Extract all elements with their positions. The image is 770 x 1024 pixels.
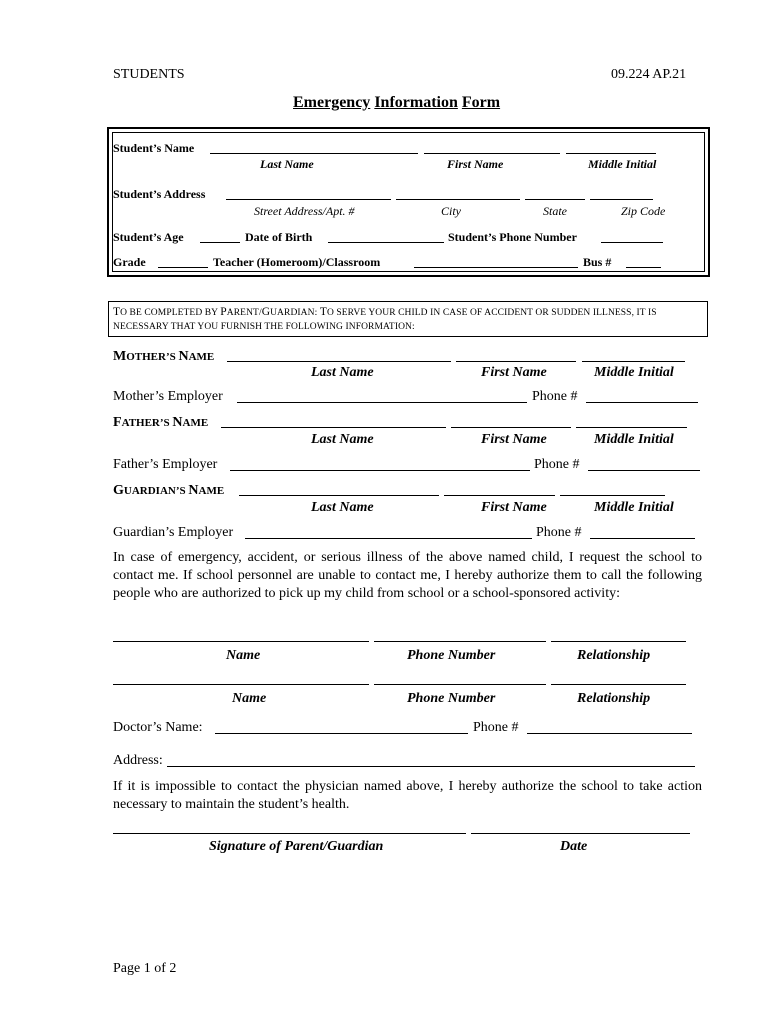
contact2-name-field[interactable] — [113, 684, 369, 685]
guardian-phone-label: Phone # — [536, 525, 582, 540]
contact2-relationship-caption: Relationship — [577, 691, 651, 706]
guardian-middle-initial-caption: Middle Initial — [594, 500, 674, 515]
zip-code-caption: Zip Code — [621, 204, 666, 218]
father-employer-field[interactable] — [230, 470, 530, 471]
date-of-birth-label: Date of Birth — [245, 230, 313, 244]
date-of-birth-field[interactable] — [328, 242, 444, 243]
guardian-first-name-caption: First Name — [481, 500, 547, 515]
zip-code-field[interactable] — [590, 199, 653, 200]
guardian-middle-initial-field[interactable] — [560, 495, 665, 496]
mother-middle-initial-field[interactable] — [582, 361, 685, 362]
document-code: 09.224 AP.21 — [611, 67, 687, 82]
authorization-paragraph: In case of emergency, accident, or serious illness of the above named child, I request the school to contact me. If school personnel are unable to contact me, I hereby authorize them to call the following people who are authorized to pick up my child from school or a school-sponsored activity: — [113, 550, 702, 601]
contact2-name-caption: Name — [232, 691, 267, 706]
notice-line-2: NECESSARY THAT YOU FURNISH THE FOLLOWING INFORMATION: — [113, 322, 415, 332]
teacher-label: Teacher (Homeroom)/Classroom — [213, 255, 381, 269]
student-last-name-field[interactable] — [210, 153, 418, 154]
bus-label: Bus # — [583, 255, 612, 269]
document-category: STUDENTS — [113, 67, 185, 82]
student-first-name-field[interactable] — [424, 153, 560, 154]
doctor-name-field[interactable] — [215, 733, 468, 734]
contact2-relationship-field[interactable] — [551, 684, 686, 685]
state-field[interactable] — [525, 199, 585, 200]
student-phone-field[interactable] — [601, 242, 663, 243]
street-address-field[interactable] — [226, 199, 391, 200]
contact1-relationship-field[interactable] — [551, 641, 686, 642]
student-age-label: Student’s Age — [113, 230, 184, 244]
mother-first-name-field[interactable] — [456, 361, 576, 362]
guardian-name-label: GUARDIAN’S NAME — [113, 483, 225, 498]
street-address-caption: Street Address/Apt. # — [254, 204, 355, 218]
notice-line-1: TO BE COMPLETED BY PARENT/GUARDIAN: TO SERVE YOUR CHILD IN CASE OF ACCIDENT OR SUDDEN ILLNESS, IT IS — [113, 306, 657, 318]
student-phone-label: Student’s Phone Number — [448, 230, 577, 244]
mother-name-label: MOTHER’S NAME — [113, 349, 215, 364]
city-field[interactable] — [396, 199, 520, 200]
contact1-name-field[interactable] — [113, 641, 369, 642]
father-last-name-field[interactable] — [221, 427, 446, 428]
mother-employer-field[interactable] — [237, 402, 527, 403]
page-number: Page 1 of 2 — [113, 961, 177, 976]
form-title: Emergency Information Form — [293, 94, 501, 111]
guardian-phone-field[interactable] — [590, 538, 695, 539]
contact2-phone-field[interactable] — [374, 684, 546, 685]
city-caption: City — [441, 204, 461, 218]
mother-phone-label: Phone # — [532, 389, 578, 404]
student-last-name-caption: Last Name — [260, 157, 314, 171]
father-employer-label: Father’s Employer — [113, 457, 218, 472]
date-field[interactable] — [471, 833, 690, 834]
doctor-name-label: Doctor’s Name: — [113, 720, 203, 735]
father-phone-field[interactable] — [588, 470, 700, 471]
grade-label: Grade — [113, 255, 146, 269]
student-info-box — [107, 127, 710, 277]
student-middle-initial-field[interactable] — [566, 153, 656, 154]
doctor-address-field[interactable] — [167, 766, 695, 767]
guardian-last-name-caption: Last Name — [311, 500, 374, 515]
father-first-name-caption: First Name — [481, 432, 547, 447]
state-caption: State — [543, 204, 567, 218]
student-age-field[interactable] — [200, 242, 240, 243]
mother-last-name-caption: Last Name — [311, 365, 374, 380]
father-phone-label: Phone # — [534, 457, 580, 472]
student-address-label: Student’s Address — [113, 187, 206, 201]
mother-last-name-field[interactable] — [227, 361, 451, 362]
date-caption: Date — [560, 839, 588, 854]
guardian-first-name-field[interactable] — [444, 495, 555, 496]
doctor-address-label: Address: — [113, 753, 163, 768]
contact1-name-caption: Name — [226, 648, 261, 663]
signature-caption: Signature of Parent/Guardian — [209, 839, 384, 854]
contact1-relationship-caption: Relationship — [577, 648, 651, 663]
contact2-phone-caption: Phone Number — [407, 691, 496, 706]
mother-first-name-caption: First Name — [481, 365, 547, 380]
father-last-name-caption: Last Name — [311, 432, 374, 447]
student-name-label: Student’s Name — [113, 141, 195, 155]
bus-field[interactable] — [626, 267, 661, 268]
mother-middle-initial-caption: Middle Initial — [594, 365, 674, 380]
guardian-last-name-field[interactable] — [239, 495, 439, 496]
guardian-employer-field[interactable] — [245, 538, 532, 539]
signature-field[interactable] — [113, 833, 466, 834]
doctor-phone-field[interactable] — [527, 733, 692, 734]
mother-employer-label: Mother’s Employer — [113, 389, 223, 404]
student-first-name-caption: First Name — [447, 157, 504, 171]
contact1-phone-caption: Phone Number — [407, 648, 496, 663]
father-first-name-field[interactable] — [451, 427, 571, 428]
teacher-field[interactable] — [414, 267, 578, 268]
mother-phone-field[interactable] — [586, 402, 698, 403]
father-middle-initial-caption: Middle Initial — [594, 432, 674, 447]
contact1-phone-field[interactable] — [374, 641, 546, 642]
father-name-label: FATHER’S NAME — [113, 415, 209, 430]
father-middle-initial-field[interactable] — [576, 427, 687, 428]
physician-paragraph: If it is impossible to contact the physician named above, I hereby authorize the school to take action necessary to maintain the student’s health. — [113, 779, 702, 812]
guardian-employer-label: Guardian’s Employer — [113, 525, 234, 540]
student-middle-initial-caption: Middle Initial — [588, 157, 657, 171]
grade-field[interactable] — [158, 267, 208, 268]
doctor-phone-label: Phone # — [473, 720, 519, 735]
